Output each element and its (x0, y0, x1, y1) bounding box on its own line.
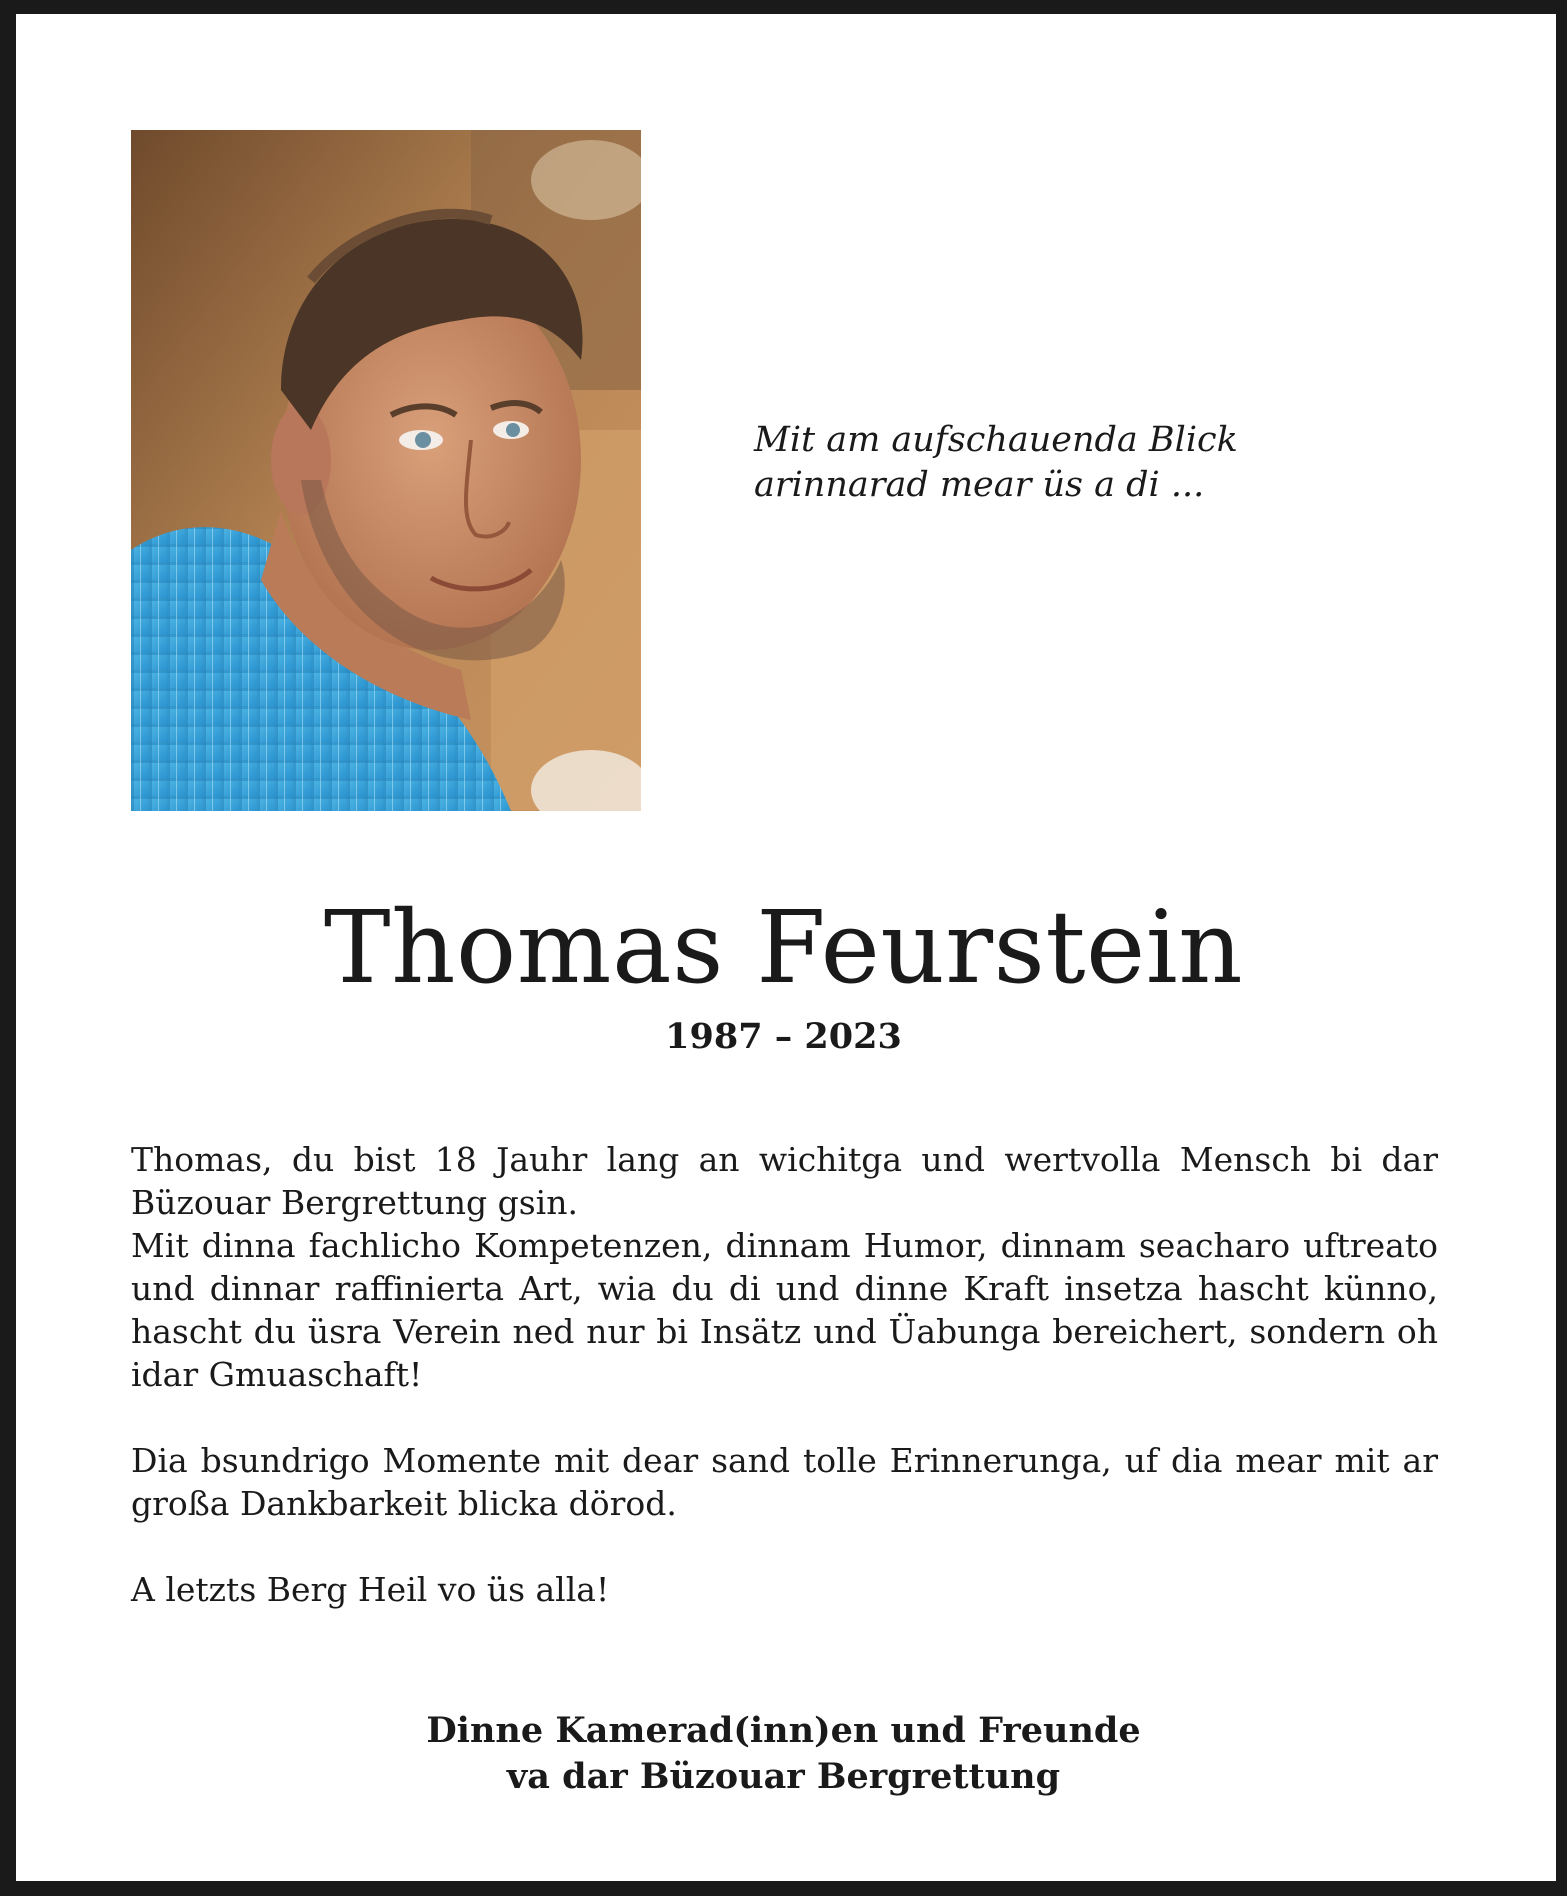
life-dates: 1987 – 2023 (665, 1016, 902, 1057)
quote-line-2: arinnarad mear üs a di ... (754, 465, 1205, 505)
memorial-text (131, 1138, 1438, 1611)
quote-line-1: Mit am aufschauenda Blick (754, 420, 1238, 460)
deceased-name: Thomas Feurstein (323, 889, 1244, 1006)
paragraph-1: Thomas, du bist 18 Jauhr lang an wichitga und wertvolla Mensch bi dar Büzouar Bergrettung gsin. (131, 1140, 1438, 1222)
signature-line-1: Dinne Kamerad(inn)en und Freunde (426, 1710, 1141, 1751)
signature-line-2: va dar Büzouar Bergrettung (506, 1756, 1061, 1797)
signature-block (0, 1708, 1567, 1800)
paragraph-2: Mit dinna fachlicho Kompetenzen, dinnam Humor, dinnam seacharo uftreato und dinnar raffinierta Art, wia du di und dinne Kraft insetza hascht künno, hascht du üsra Verein ned nur bi Insätz und Üabunga bereichert, sondern oh idar Gmuaschaft! (131, 1226, 1438, 1394)
portrait-image (131, 130, 641, 811)
paragraph-3: Dia bsundrigo Momente mit dear sand tolle Erinnerunga, uf dia mear mit ar großa Dankbarkeit blicka dörod. (131, 1441, 1438, 1523)
portrait-photo (131, 130, 641, 811)
memorial-quote (754, 418, 1238, 508)
paragraph-4: A letzts Berg Heil vo üs alla! (131, 1570, 610, 1609)
